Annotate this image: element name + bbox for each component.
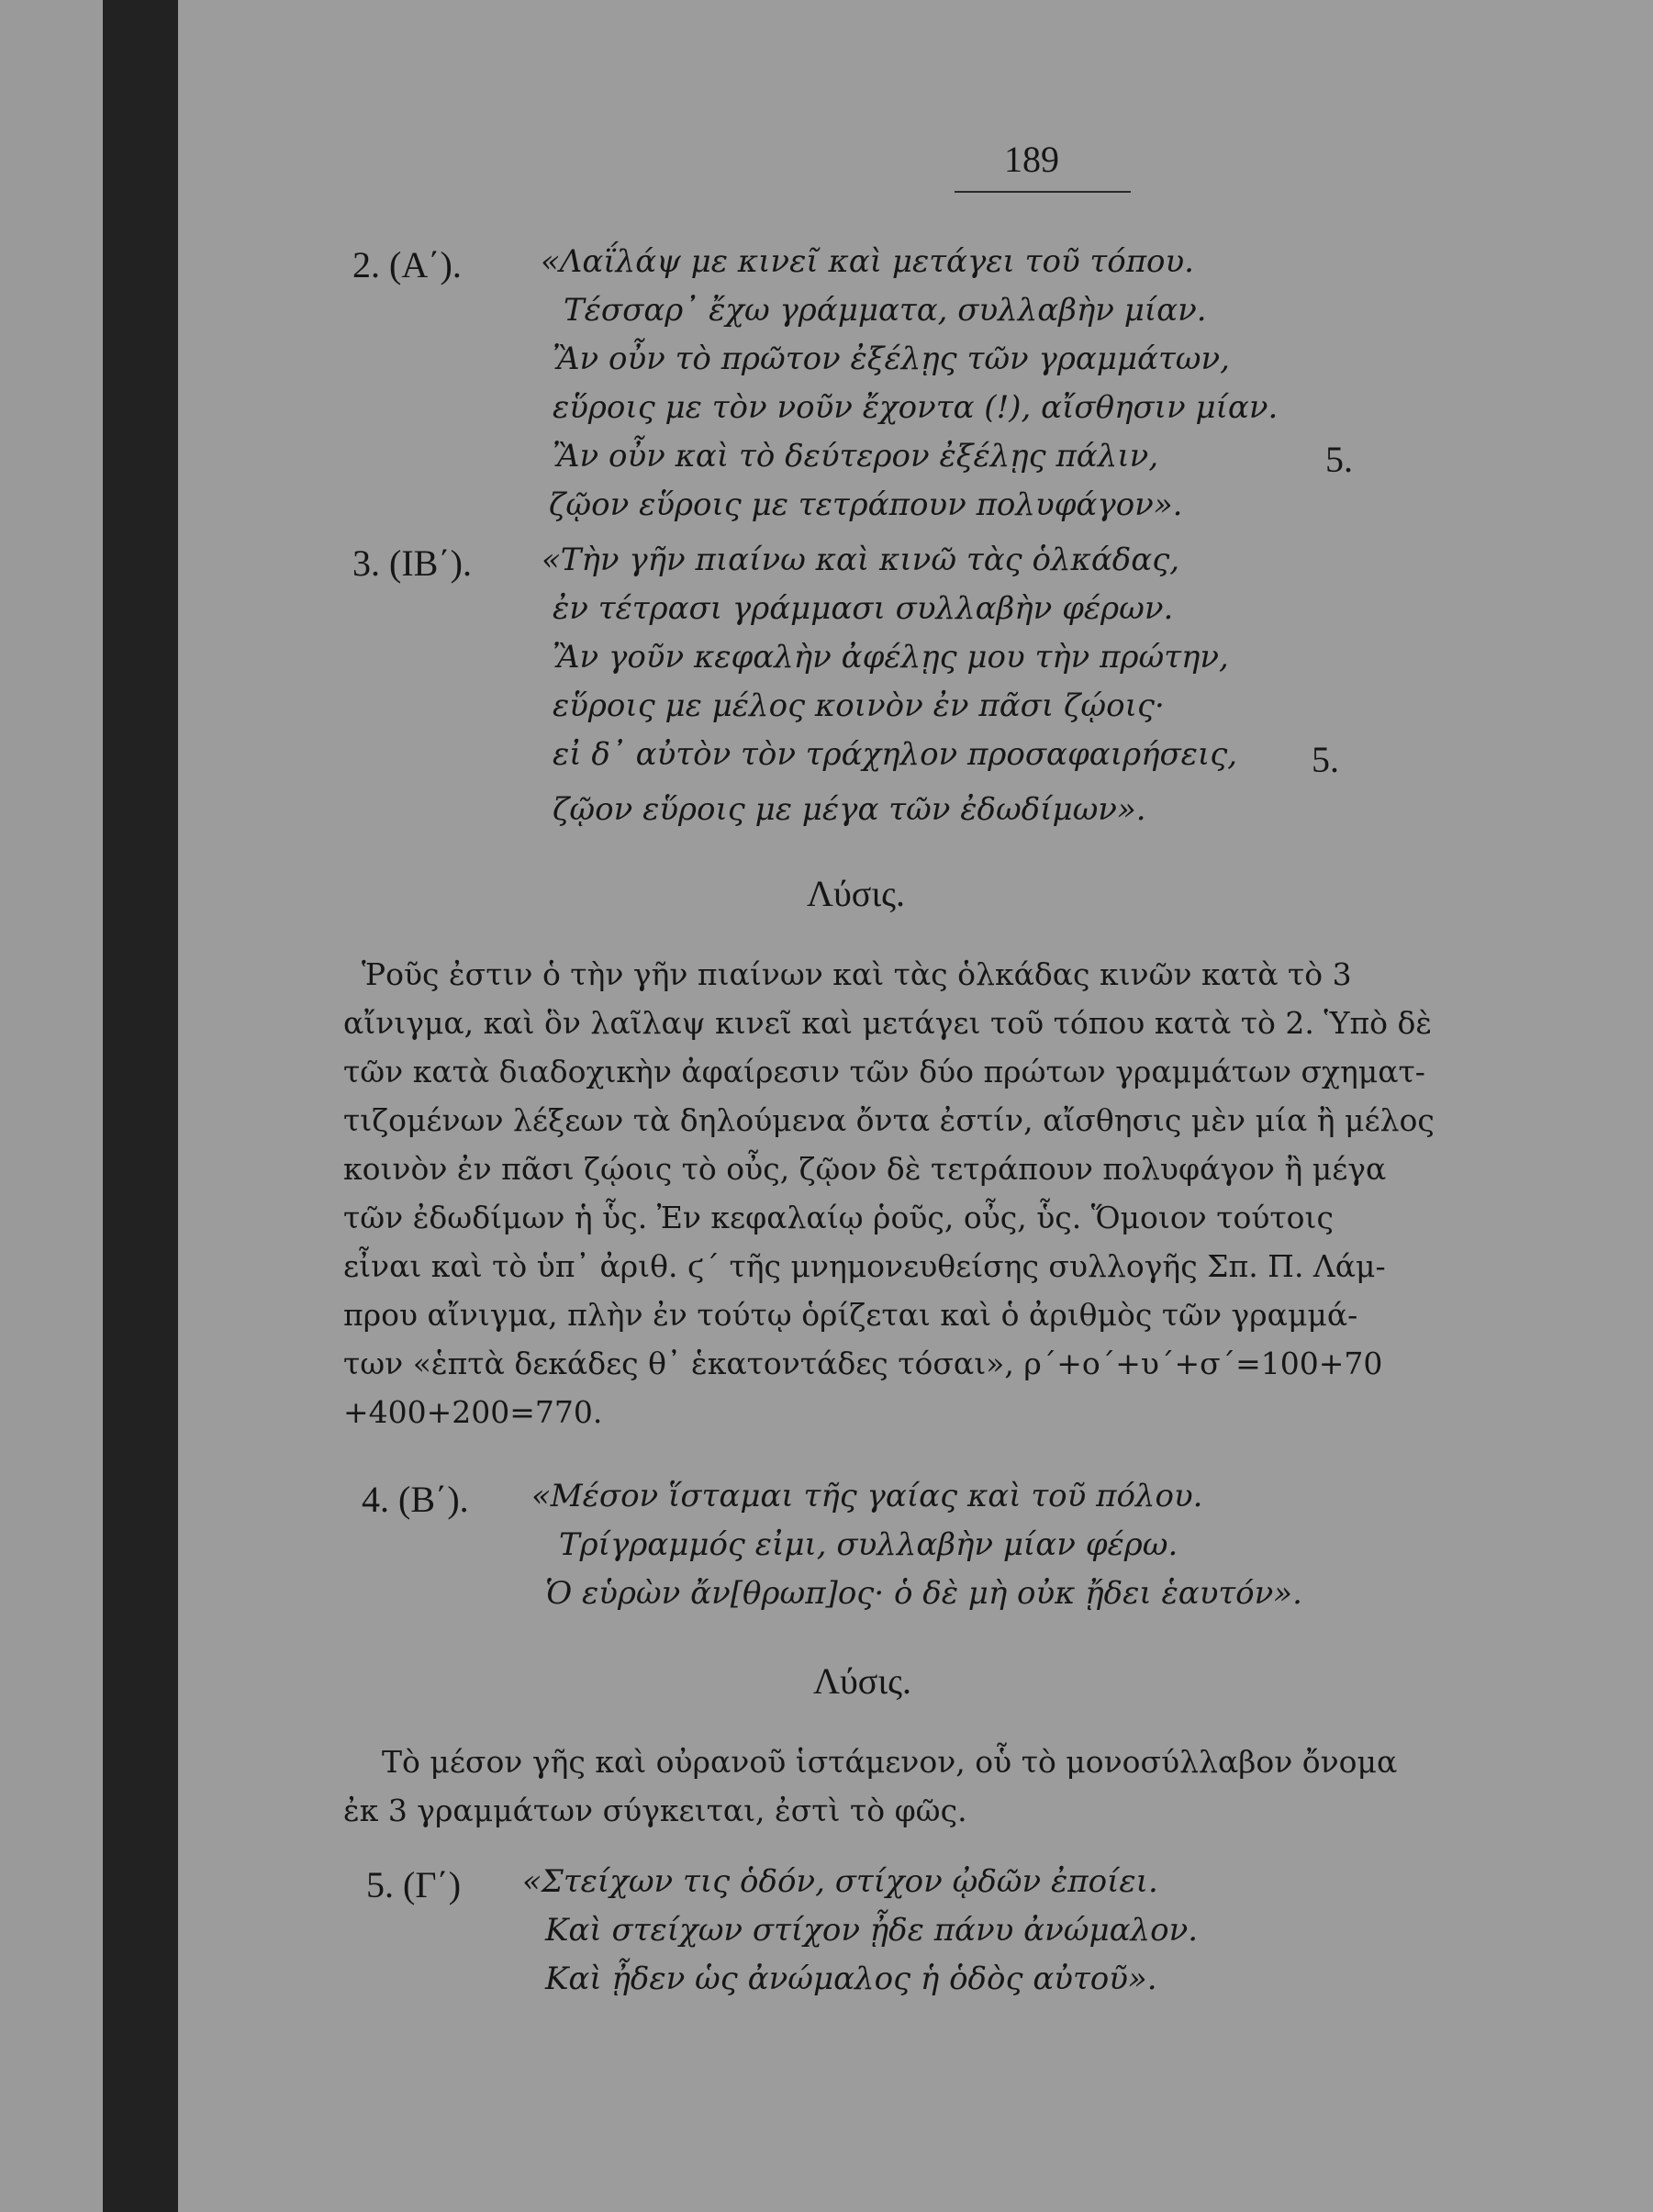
- solution-heading: Λύσις.: [813, 1660, 911, 1702]
- verse-line: «Μέσον ἵσταμαι τῆς γαίας καὶ τοῦ πόλου.: [531, 1478, 1203, 1514]
- verse-line: Ἂν οὖν τὸ πρῶτον ἐξέλῃς τῶν γραμμάτων,: [553, 341, 1230, 377]
- solution-line: τῶν ἐδωδίμων ἡ ὗς. Ἐν κεφαλαίῳ ῥοῦς, οὖς, ὗς. Ὅμοιον τούτοις: [343, 1200, 1334, 1235]
- book-binding-edge: [103, 0, 178, 2212]
- solution-line: τῶν κατὰ διαδοχικὴν ἀφαίρεσιν τῶν δύο πρώτων γραμμάτων σχηματ-: [343, 1054, 1425, 1089]
- book-page: [178, 0, 1653, 2212]
- line-number: 5.: [1325, 439, 1353, 480]
- solution-heading: Λύσις.: [807, 873, 905, 914]
- riddle-label: 5. (Γ΄): [366, 1864, 462, 1905]
- verse-line: «Λαΐλάψ με κινεῖ καὶ μετάγει τοῦ τόπου.: [541, 243, 1194, 280]
- solution-line: κοινὸν ἐν πᾶσι ζῴοις τὸ οὖς, ζῷον δὲ τετράπουν πολυφάγον ἢ μέγα: [343, 1151, 1387, 1187]
- verse-line: ζῷον εὕροις με τετράπουν πολυφάγον».: [549, 486, 1183, 523]
- verse-line: Καὶ ᾖδεν ὡς ἀνώμαλος ἡ ὁδὸς αὐτοῦ».: [545, 1961, 1157, 1997]
- solution-line: ἐκ 3 γραμμάτων σύγκειται, ἐστὶ τὸ φῶς.: [343, 1793, 967, 1828]
- verse-line: Καὶ στείχων στίχον ᾖδε πάνυ ἀνώμαλον.: [545, 1912, 1199, 1949]
- solution-line: +400+200=770.: [343, 1394, 603, 1430]
- verse-line: Τέσσαρ᾽ ἔχω γράμματα, συλλαβὴν μίαν.: [564, 292, 1207, 329]
- solution-line: πρου αἴνιγμα, πλὴν ἐν τούτῳ ὁρίζεται καὶ ὁ ἀριθμὸς τῶν γραμμά-: [343, 1297, 1358, 1333]
- riddle-label: 4. (Β΄).: [362, 1479, 469, 1520]
- verse-line: ἐν τέτρασι γράμμασι συλλαβὴν φέρων.: [553, 590, 1174, 627]
- solution-line: αἴνιγμα, καὶ ὃν λαῖλαψ κινεῖ καὶ μετάγει τοῦ τόπου κατὰ τὸ 2. Ὑπὸ δὲ: [343, 1005, 1433, 1041]
- header-rule: [955, 191, 1131, 193]
- verse-line: «Στείχων τις ὁδόν, στίχον ᾠδῶν ἐποίει.: [522, 1863, 1158, 1900]
- solution-line: Ῥοῦς ἐστιν ὁ τὴν γῆν πιαίνων καὶ τὰς ὁλκάδας κινῶν κατὰ τὸ 3: [362, 956, 1352, 992]
- page-number: 189: [1004, 139, 1059, 180]
- line-number: 5.: [1312, 739, 1339, 780]
- verse-line: «Τὴν γῆν πιαίνω καὶ κινῶ τὰς ὁλκάδας,: [542, 542, 1180, 578]
- riddle-label: 3. (ΙΒ΄).: [352, 542, 472, 584]
- solution-line: τιζομένων λέξεων τὰ δηλούμενα ὄντα ἐστίν, αἴσθησις μὲν μία ἢ μέλος: [343, 1102, 1435, 1138]
- verse-line: Τρίγραμμός εἰμι, συλλαβὴν μίαν φέρω.: [559, 1526, 1178, 1563]
- verse-line: εἰ δ᾽ αὐτὸν τὸν τράχηλον προσαφαιρήσεις,: [553, 736, 1238, 773]
- verse-line: Ὁ εὑρὼν ἄν[θρωπ]ος· ὁ δὲ μὴ οὐκ ᾔδει ἑαυτόν».: [545, 1575, 1302, 1612]
- verse-line: Ἂν γοῦν κεφαλὴν ἀφέλῃς μου τὴν πρώτην,: [553, 639, 1229, 676]
- verse-line: ζῷον εὕροις με μέγα τῶν ἐδωδίμων».: [553, 791, 1146, 828]
- verse-line: Ἂν οὖν καὶ τὸ δεύτερον ἐξέλῃς πάλιν,: [553, 438, 1159, 475]
- verse-line: εὕροις με μέλος κοινὸν ἐν πᾶσι ζῴοις·: [553, 687, 1165, 724]
- riddle-label: 2. (Α΄).: [352, 244, 462, 285]
- scan-margin: [0, 0, 103, 2212]
- verse-line: εὕροις με τὸν νοῦν ἔχοντα (!), αἴσθησιν μίαν.: [553, 389, 1279, 426]
- solution-line: Τὸ μέσον γῆς καὶ οὐρανοῦ ἱστάμενον, οὗ τὸ μονοσύλλαβον ὄνομα: [382, 1744, 1398, 1780]
- solution-line: των «ἑπτὰ δεκάδες θ᾽ ἑκατοντάδες τόσαι», ρ΄+ο΄+υ΄+σ΄=100+70: [343, 1346, 1383, 1381]
- solution-line: εἶναι καὶ τὸ ὑπ᾽ ἀριθ. ϛ΄ τῆς μνημονευθείσης συλλογῆς Σπ. Π. Λάμ-: [343, 1248, 1386, 1284]
